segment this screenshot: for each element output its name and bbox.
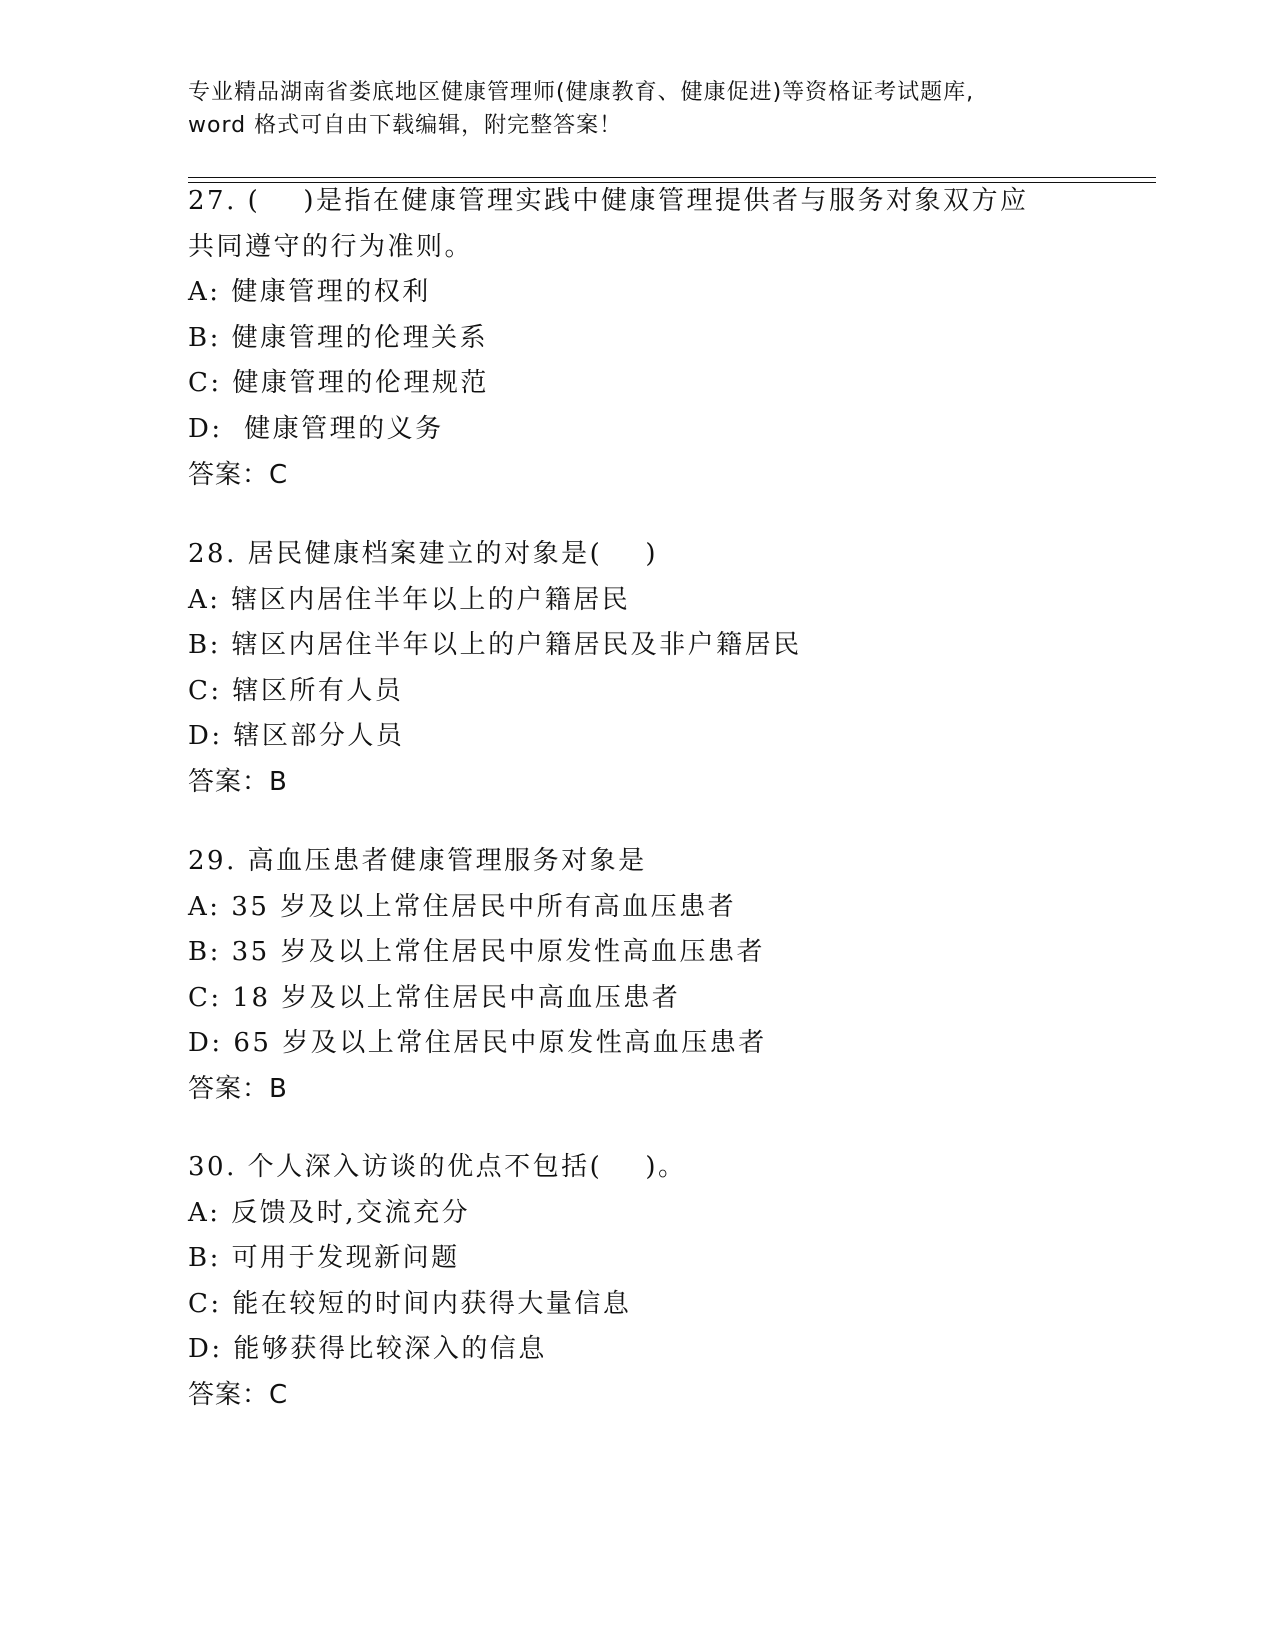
- question-28: [188, 532, 1088, 806]
- answer: 答案：C: [188, 459, 289, 490]
- question-stem: 29. 高血压患者健康管理服务对象是: [188, 846, 647, 876]
- option-d: D: 65 岁及以上常住居民中原发性高血压患者: [188, 1028, 767, 1059]
- option-d: D: 健康管理的义务: [188, 413, 444, 444]
- document-header: [188, 76, 1088, 142]
- question-stem: 28. 居民健康档案建立的对象是( ): [188, 539, 658, 569]
- option-b: B: 35 岁及以上常住居民中原发性高血压患者: [188, 937, 765, 968]
- option-d: D: 能够获得比较深入的信息: [188, 1334, 547, 1365]
- header-divider-top: [188, 177, 1156, 178]
- option-b: B: 可用于发现新问题: [188, 1243, 460, 1274]
- question-stem-continued: 共同遵守的行为准则。: [188, 231, 474, 262]
- option-d: D: 辖区部分人员: [188, 721, 405, 752]
- option-a: A: 35 岁及以上常住居民中所有高血压患者: [188, 891, 737, 922]
- option-b: B: 辖区内居住半年以上的户籍居民及非户籍居民: [188, 630, 802, 661]
- option-c: C: 18 岁及以上常住居民中高血压患者: [188, 982, 681, 1013]
- answer: 答案：C: [188, 1379, 289, 1410]
- answer: 答案：B: [188, 1073, 288, 1104]
- question-30: [188, 1145, 1088, 1419]
- option-a: A: 反馈及时,交流充分: [188, 1197, 471, 1228]
- question-29: [188, 839, 1088, 1113]
- question-stem: 27. ( )是指在健康管理实践中健康管理提供者与服务对象双方应: [188, 186, 1029, 216]
- option-b: B: 健康管理的伦理关系: [188, 322, 489, 353]
- header-line-2: word 格式可自由下载编辑，附完整答案！: [188, 113, 623, 138]
- option-a: A: 辖区内居住半年以上的户籍居民: [188, 584, 631, 615]
- question-stem: 30. 个人深入访谈的优点不包括( )。: [188, 1152, 687, 1182]
- option-a: A: 健康管理的权利: [188, 277, 431, 308]
- header-line-1: 专业精品湖南省娄底地区健康管理师(健康教育、健康促进)等资格证考试题库,: [188, 80, 975, 105]
- answer: 答案：B: [188, 766, 288, 797]
- question-27: [188, 179, 1088, 498]
- option-c: C: 辖区所有人员: [188, 675, 404, 706]
- option-c: C: 健康管理的伦理规范: [188, 368, 489, 399]
- option-c: C: 能在较短的时间内获得大量信息: [188, 1288, 632, 1319]
